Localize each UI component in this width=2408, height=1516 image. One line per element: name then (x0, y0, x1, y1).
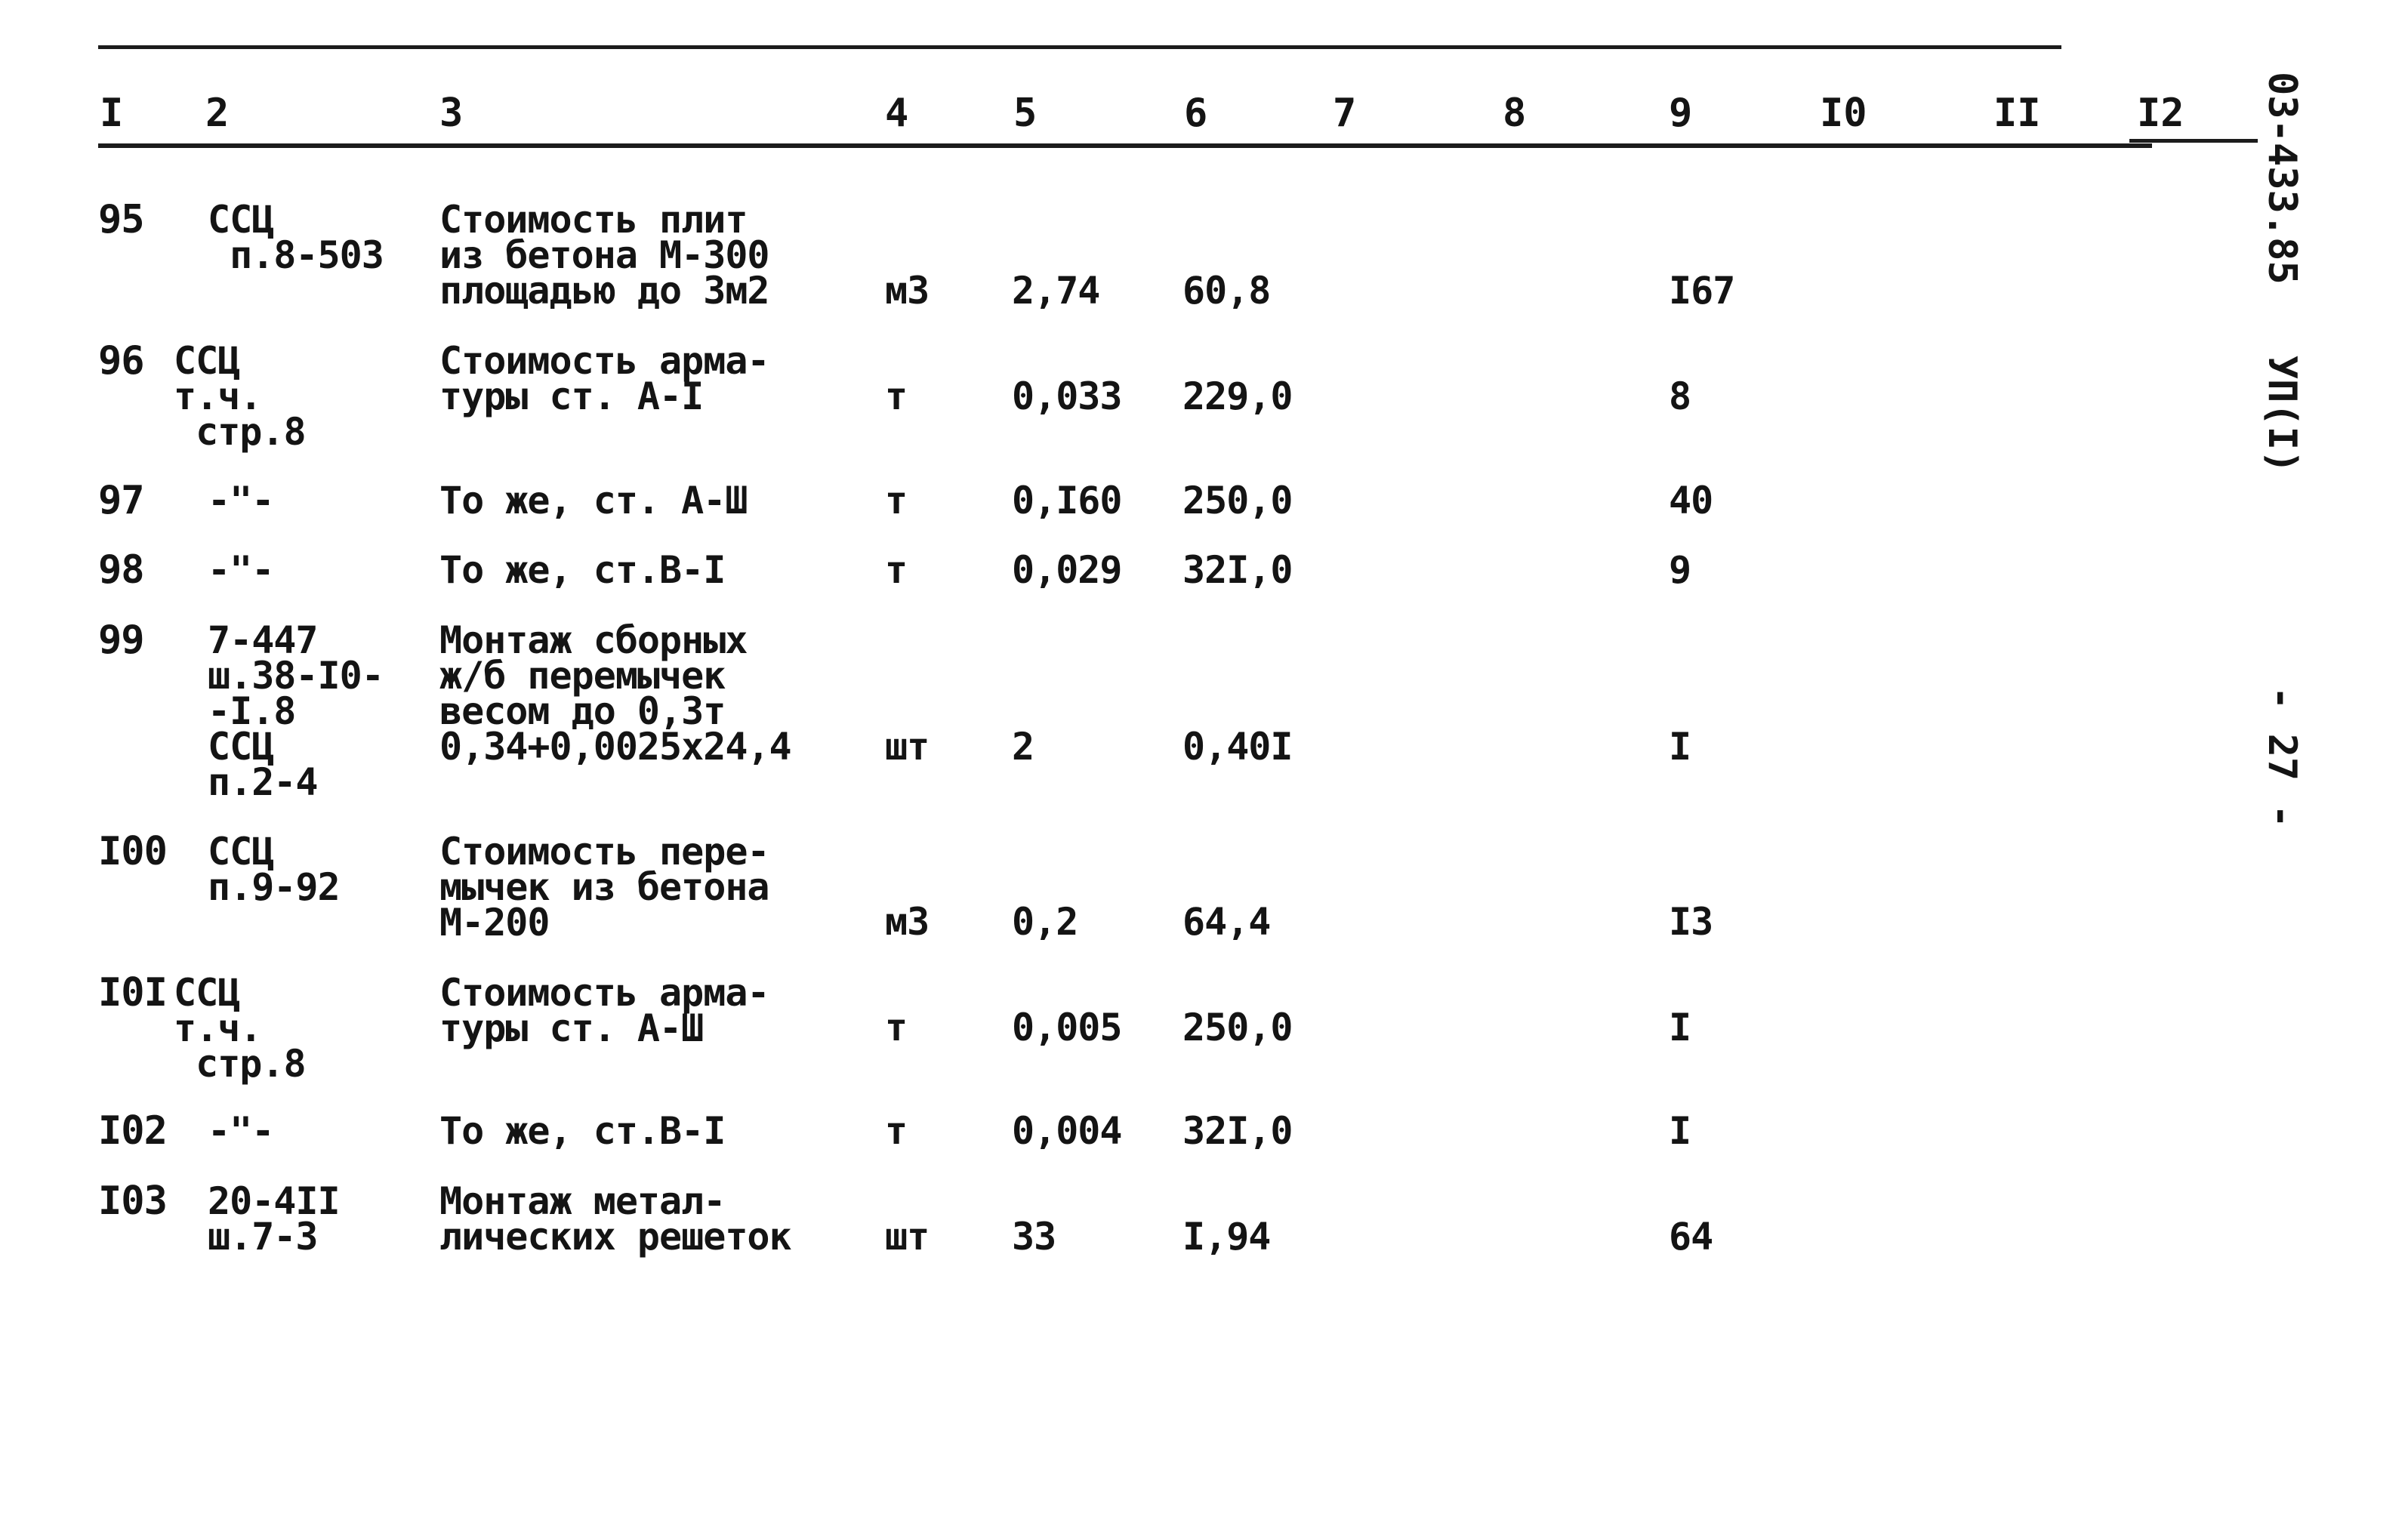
header-col-1: I (100, 91, 124, 136)
row-reference: 7-447 ш.38-I0- -I.8 ССЦ п.2-4 (208, 618, 384, 804)
side-album: УП(I) (2259, 355, 2305, 474)
row-total: 40 (1669, 479, 1713, 522)
row-number: I02 (98, 1108, 167, 1154)
row-reference: -"- (208, 1109, 274, 1153)
row-unit: шт (885, 1215, 930, 1259)
row-unit-price: 64,4 (1182, 900, 1271, 944)
header-rule (98, 143, 2152, 148)
row-total: I67 (1669, 269, 1735, 313)
header-col-7: 7 (1333, 91, 1357, 136)
row-total: I (1669, 1006, 1691, 1049)
row-reference: -"- (208, 479, 274, 522)
side-stamp (2259, 72, 2305, 828)
row-number: 97 (98, 478, 144, 523)
row-description: Монтаж метал- лических решеток (439, 1179, 791, 1259)
top-rule (98, 45, 2061, 49)
header-col-10: I0 (1820, 91, 1867, 136)
row-reference: -"- (208, 548, 274, 592)
row-unit-price: I,94 (1182, 1215, 1271, 1259)
row-quantity: 0,2 (1012, 900, 1078, 944)
header-col-5: 5 (1013, 91, 1038, 136)
row-quantity: 2 (1012, 725, 1034, 769)
row-unit: т (885, 479, 908, 522)
row-number: I03 (98, 1179, 167, 1224)
row-quantity: 33 (1012, 1215, 1056, 1259)
row-unit: т (885, 548, 908, 592)
row-unit: т (885, 1006, 908, 1049)
header-rule-col-12 (2129, 139, 2258, 143)
row-unit: т (885, 1109, 908, 1153)
row-unit-price: 250,0 (1182, 1006, 1293, 1049)
row-quantity: 0,029 (1012, 548, 1122, 592)
row-unit-price: 60,8 (1182, 269, 1271, 313)
header-col-8: 8 (1503, 91, 1527, 136)
row-number: 99 (98, 618, 144, 663)
header-col-6: 6 (1184, 91, 1208, 136)
row-quantity: 0,033 (1012, 374, 1122, 418)
row-total: I (1669, 725, 1691, 769)
row-description: То же, ст.В-I (439, 1109, 726, 1153)
row-total: I (1669, 1109, 1691, 1153)
row-description: Стоимость арма- туры ст. А-I (439, 339, 769, 418)
header-col-9: 9 (1669, 91, 1693, 136)
header-col-4: 4 (885, 91, 909, 136)
header-col-11: II (1993, 91, 2041, 136)
row-description: Стоимость арма- туры ст. А-Ш (439, 971, 769, 1050)
row-number: 95 (98, 197, 144, 242)
row-number: 96 (98, 338, 144, 384)
row-reference: ССЦ т.ч. стр.8 (174, 971, 306, 1086)
row-number: I00 (98, 829, 167, 874)
row-unit-price: 0,40I (1182, 725, 1293, 769)
row-quantity: 0,005 (1012, 1006, 1122, 1049)
side-code: 03-433.85 (2259, 72, 2305, 285)
row-total: 9 (1669, 548, 1691, 592)
row-quantity: 0,004 (1012, 1109, 1122, 1153)
row-description: Стоимость пере- мычек из бетона М-200 (439, 830, 769, 944)
row-description: Монтаж сборных ж/б перемычек весом до 0,3т 0,34+0,0025х24,4 (439, 618, 791, 769)
row-unit: т (885, 374, 908, 418)
row-reference: 20-4II ш.7-3 (208, 1179, 340, 1259)
header-col-12: I2 (2137, 91, 2184, 136)
row-number: 98 (98, 547, 144, 593)
row-unit-price: 229,0 (1182, 374, 1293, 418)
row-unit-price: 250,0 (1182, 479, 1293, 522)
row-description: То же, ст. А-Ш (439, 479, 748, 522)
row-number: I0I (98, 970, 167, 1015)
row-quantity: 2,74 (1012, 269, 1100, 313)
row-unit: шт (885, 725, 930, 769)
row-description: Стоимость плит из бетона М-300 площадью до 3м2 (439, 198, 769, 313)
row-reference: ССЦ п.9-92 (208, 830, 340, 909)
row-unit: м3 (885, 269, 930, 313)
side-page-number: - 27 - (2259, 686, 2305, 828)
row-total: 8 (1669, 374, 1691, 418)
row-description: То же, ст.В-I (439, 548, 726, 592)
row-unit-price: 32I,0 (1182, 1109, 1293, 1153)
header-col-2: 2 (205, 91, 230, 136)
row-total: I3 (1669, 900, 1713, 944)
row-unit: м3 (885, 900, 930, 944)
row-reference: ССЦ т.ч. стр.8 (174, 339, 306, 454)
row-quantity: 0,I60 (1012, 479, 1122, 522)
row-reference: ССЦ п.8-503 (208, 198, 384, 277)
row-unit-price: 32I,0 (1182, 548, 1293, 592)
row-total: 64 (1669, 1215, 1713, 1259)
header-col-3: 3 (439, 91, 464, 136)
